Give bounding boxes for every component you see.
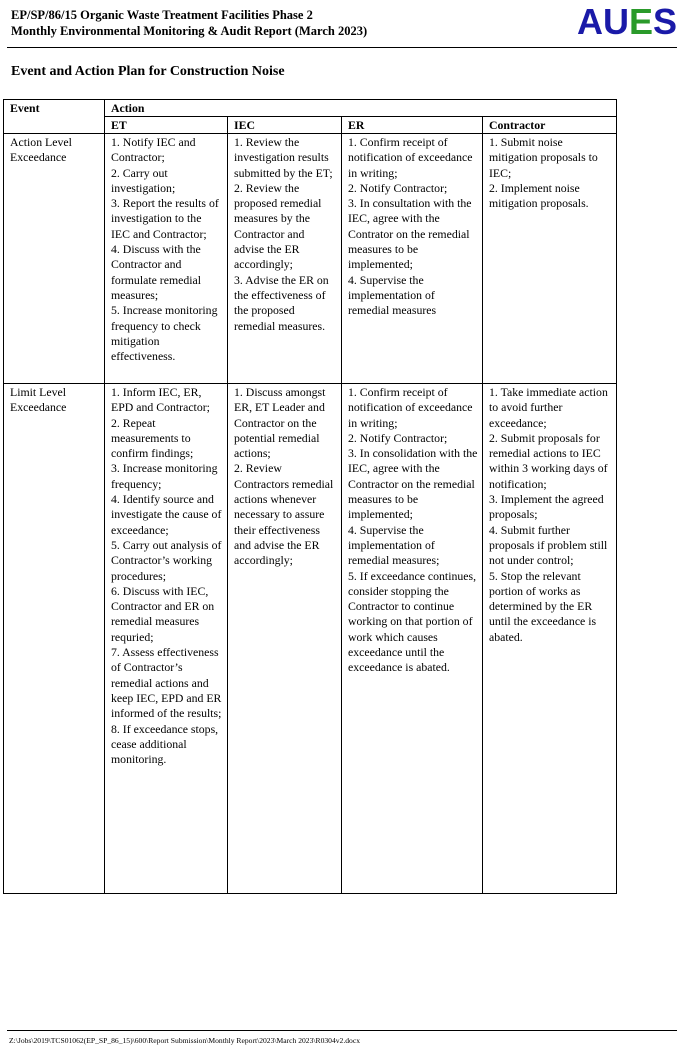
cell-text-line: 1. Notify IEC and Contractor;: [111, 135, 196, 165]
event-header: Event: [4, 100, 105, 134]
column-header-et: ET: [105, 117, 228, 134]
cell-text-line: 1. Submit noise mitigation proposals to IEC;: [489, 135, 598, 180]
header-rule: [7, 47, 677, 48]
aues-logo: [577, 3, 677, 41]
cell-text-line: 1. Take immediate action to avoid further exceedance;: [489, 385, 608, 430]
cell-text-line: 1. Confirm receipt of notification of exceedance in writing;: [348, 385, 473, 430]
er-cell: [342, 384, 483, 894]
cell-text-line: 4. Identify source and investigate the cause of exceedance;: [111, 492, 222, 537]
cell-text-line: Limit Level: [10, 385, 67, 399]
et-cell: [105, 134, 228, 384]
cell-text-line: 4. Discuss with the Contractor and formulate remedial measures;: [111, 242, 202, 302]
event-cell: [4, 384, 105, 894]
column-header-iec: IEC: [228, 117, 342, 134]
contractor-cell: [483, 384, 617, 894]
contractor-cell: [483, 134, 617, 384]
iec-cell: [228, 384, 342, 894]
cell-text-line: 5. Increase monitoring frequency to check mitigation effectiveness.: [111, 303, 218, 364]
cell-text-line: 3. In consultation with the IEC, agree with the Contrator on the remedial measures to be implemented;: [348, 196, 472, 272]
column-header-contractor: Contractor: [483, 117, 617, 134]
logo-letter: E: [628, 1, 653, 42]
cell-text-line: 1. Discuss amongst ER, ET Leader and Contractor on the potential remedial actions;: [234, 385, 326, 461]
cell-text-line: 3. Increase monitoring frequency;: [111, 461, 218, 491]
document-header: [11, 7, 367, 39]
cell-text-line: 2. Submit proposals for remedial actions to IEC within 3 working days of notification;: [489, 430, 608, 491]
cell-text-line: 2. Notify Contractor;: [348, 180, 448, 195]
cell-text-line: 5. Carry out analysis of Contractor’s working procedures;: [111, 537, 222, 583]
file-path-footer: Z:\Jobs\2019\TCS01062(EP_SP_86_15)\600\Report Submission\Monthly Report\2023\March 2023\R0304v2.docx: [9, 1036, 361, 1045]
project-title: EP/SP/86/15 Organic Waste Treatment Facilities Phase 2: [11, 8, 313, 22]
report-title: Monthly Environmental Monitoring & Audit Report (March 2023): [11, 24, 368, 38]
cell-text-line: 3. Implement the agreed proposals;: [489, 492, 604, 522]
event-cell: [4, 134, 105, 384]
cell-text-line: 7. Assess effectiveness of Contractor’s remedial actions and keep IEC, EPD and ER informed of the results;: [111, 645, 222, 721]
table-row-action-level: [4, 134, 617, 384]
table-row-limit-level: [4, 384, 617, 894]
logo-letter: A: [576, 1, 603, 42]
cell-text-line: 4. Supervise the implementation of remedial measures: [348, 272, 437, 318]
cell-text-line: 1. Confirm receipt of notification of exceedance in writing;: [348, 135, 473, 180]
cell-text-line: 4. Submit further proposals if problem still not under control;: [489, 522, 608, 568]
column-header-er: ER: [342, 117, 483, 134]
section-title: Event and Action Plan for Construction Noise: [11, 64, 285, 79]
cell-text-line: 1. Review the investigation results submitted by the ET;: [234, 135, 333, 180]
er-cell: [342, 134, 483, 384]
cell-text-line: 2. Carry out investigation;: [111, 165, 176, 195]
cell-text-line: 6. Discuss with IEC, Contractor and ER on remedial measures requried;: [111, 583, 215, 644]
cell-text-line: 8. If exceedance stops, cease additional monitoring.: [111, 721, 219, 767]
et-cell: [105, 384, 228, 894]
cell-text-line: 2. Review the proposed remedial measures by the Contractor and advise the ER accordingly;: [234, 180, 322, 272]
cell-text-line: 5. If exceedance continues, consider stopping the Contractor to continue working on that portion of work which causes exceedance until the exceedance is abated.: [348, 568, 477, 675]
cell-text-line: 3. Advise the ER on the effectiveness of the proposed remedial measures.: [234, 272, 329, 333]
cell-text-line: 1. Inform IEC, ER, EPD and Contractor;: [111, 385, 210, 415]
cell-text-line: 2. Implement noise mitigation proposals.: [489, 180, 589, 211]
logo-letter: S: [652, 1, 677, 42]
action-header: Action: [105, 100, 617, 117]
cell-text-line: Exceedance: [10, 150, 67, 165]
logo-letter: U: [602, 1, 629, 42]
cell-text-line: Action Level: [10, 135, 72, 149]
cell-text-line: 5. Stop the relevant portion of works as determined by the ER until the exceedance is abated.: [489, 568, 597, 644]
cell-text-line: 3. Report the results of investigation to the IEC and Contractor;: [111, 196, 219, 241]
cell-text-line: 2. Repeat measurements to confirm findings;: [111, 415, 194, 461]
cell-text-line: 2. Notify Contractor;: [348, 430, 448, 445]
event-action-table: [3, 99, 617, 894]
footer-rule: [7, 1030, 677, 1031]
cell-text-line: Exceedance: [10, 400, 67, 415]
iec-cell: [228, 134, 342, 384]
cell-text-line: 2. Review Contractors remedial actions whenever necessary to assure their effectiveness and advise the ER accordingly;: [234, 461, 334, 568]
cell-text-line: 3. In consolidation with the IEC, agree with the Contractor on the remedial measures to be implemented;: [348, 446, 478, 522]
cell-text-line: 4. Supervise the implementation of remedial measures;: [348, 522, 440, 568]
